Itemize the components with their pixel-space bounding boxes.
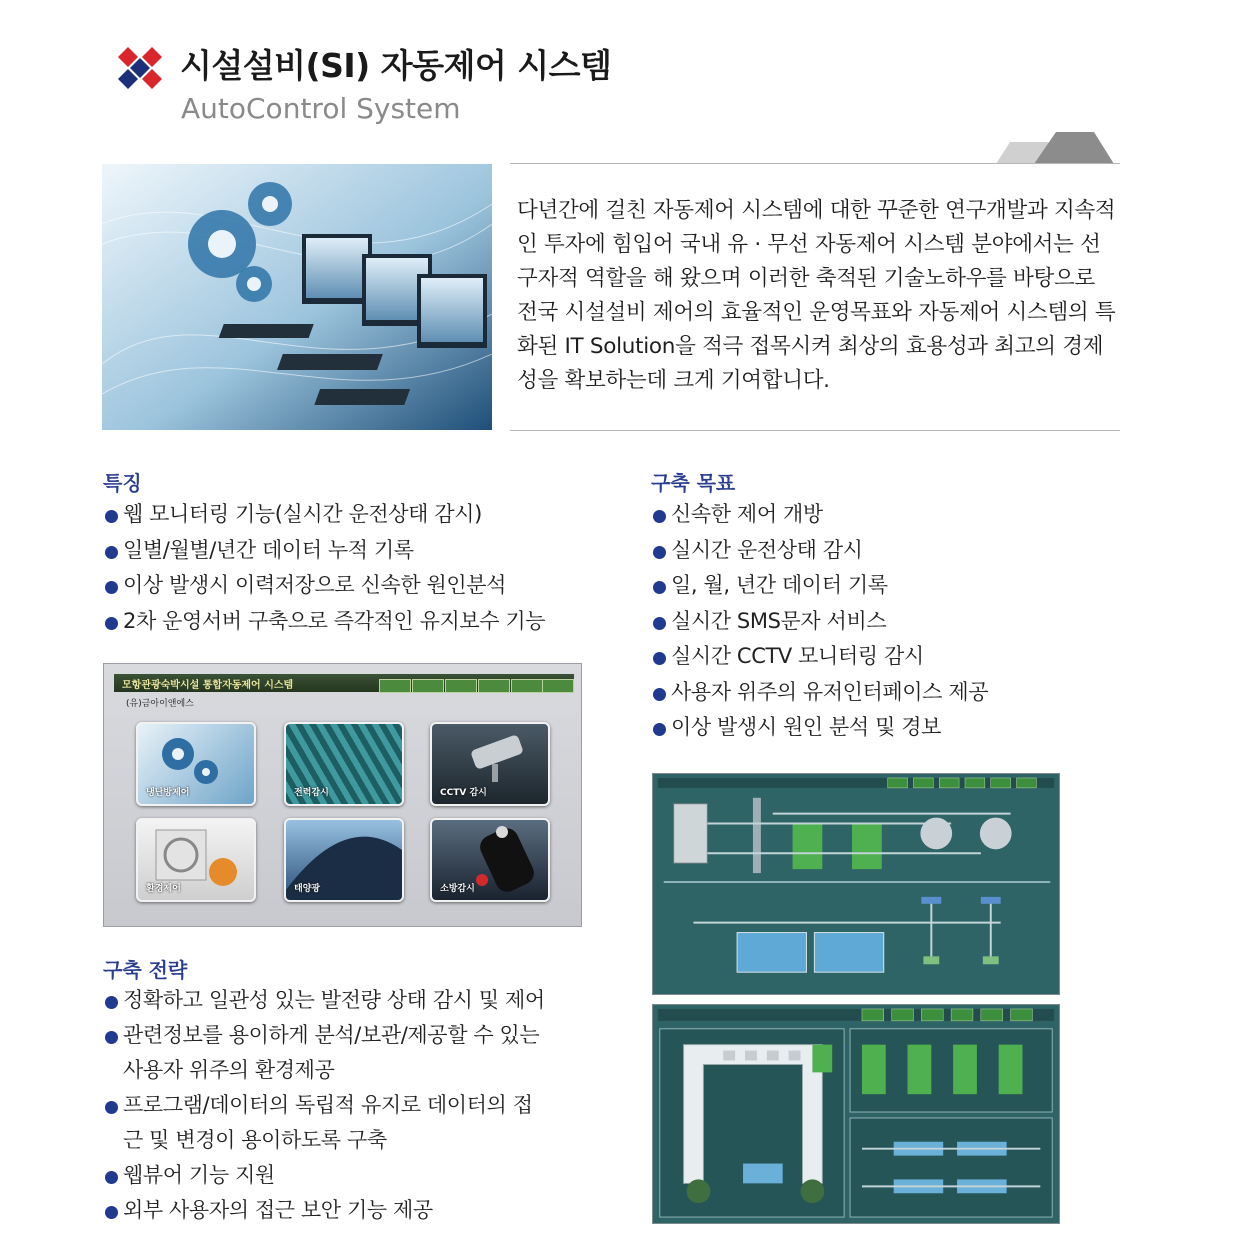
screenshot-brand: (유)금아이앤에스 — [126, 699, 194, 709]
screenshot-title: 모항관광숙박시설 통합자동제어 시스템 — [122, 680, 294, 691]
bullet-icon — [653, 723, 666, 736]
tile-solar: 태양광 — [284, 818, 404, 902]
menu-button — [445, 679, 477, 693]
bullet-icon — [105, 617, 118, 630]
bullet-icon — [105, 1101, 118, 1114]
list-item: 실시간 운전상태 감시 — [651, 533, 988, 569]
scada-process-screenshot — [652, 773, 1060, 995]
decorative-mountain-shape — [996, 130, 1116, 166]
hero-image-computers — [102, 164, 492, 430]
bullet-icon — [105, 1171, 118, 1184]
bullet-icon — [653, 617, 666, 630]
list-item: 외부 사용자의 접근 보안 기능 제공 — [103, 1193, 593, 1228]
bullet-icon — [653, 581, 666, 594]
goals-heading: 구축 목표 — [651, 471, 736, 495]
features-heading: 특징 — [103, 471, 142, 495]
list-item: 프로그램/데이터의 독립적 유지로 데이터의 접근 및 변경이 용이하도록 구축 — [103, 1088, 543, 1158]
page-title: 시설설비(SI) 자동제어 시스템 — [180, 46, 612, 85]
list-item: 관련정보를 용이하게 분석/보관/제공할 수 있는 사용자 위주의 환경제공 — [103, 1018, 563, 1088]
bullet-icon — [105, 581, 118, 594]
strategy-list — [103, 983, 593, 1228]
bullet-icon — [653, 688, 666, 701]
intro-paragraph: 다년간에 걸친 자동제어 시스템에 대한 꾸준한 연구개발과 지속적인 투자에 힘입어 국내 유 · 무선 자동제어 시스템 분야에서는 선구자적 역할을 해 왔으며 이러한 축적된 기술노하우를 바탕으로 전국 시설설비 제어의 효율적인 운영목표와 자동제어 시스템의 특화된 IT Solution을 적극 접목시켜 최상의 효용성과 최고의 경제성을 확보하는데 크게 기여합니다. — [517, 198, 1116, 393]
menu-button — [379, 679, 411, 693]
list-item: 웹 모니터링 기능(실시간 운전상태 감시) — [103, 497, 545, 533]
menu-button — [478, 679, 510, 693]
scada-hvac-screenshot — [652, 1004, 1060, 1224]
list-item: 신속한 제어 개방 — [651, 497, 988, 533]
divider — [510, 430, 1120, 431]
monitoring-menu-screenshot — [103, 663, 582, 927]
bullet-icon — [653, 546, 666, 559]
tile-cctv: CCTV 감시 — [430, 722, 550, 806]
list-item: 2차 운영서버 구축으로 즉각적인 유지보수 기능 — [103, 604, 545, 640]
goals-list — [651, 497, 988, 746]
bullet-icon — [105, 510, 118, 523]
list-item: 실시간 SMS문자 서비스 — [651, 604, 988, 640]
features-list — [103, 497, 545, 639]
tile-heating: 냉난방제어 — [136, 722, 256, 806]
list-item: 실시간 CCTV 모니터링 감시 — [651, 639, 988, 675]
list-item: 웹뷰어 기능 지원 — [103, 1158, 593, 1193]
divider — [510, 163, 1120, 164]
menu-button — [542, 679, 574, 693]
menu-button — [412, 679, 444, 693]
strategy-heading: 구축 전략 — [103, 958, 188, 982]
list-item: 정확하고 일관성 있는 발전량 상태 감시 및 제어 — [103, 983, 593, 1018]
bullet-icon — [105, 1031, 118, 1044]
list-item: 이상 발생시 이력저장으로 신속한 원인분석 — [103, 568, 545, 604]
page-subtitle: AutoControl System — [181, 92, 461, 125]
bullet-icon — [653, 652, 666, 665]
bullet-icon — [105, 996, 118, 1009]
menu-button — [511, 679, 543, 693]
bullet-icon — [105, 546, 118, 559]
list-item: 일별/월별/년간 데이터 누적 기록 — [103, 533, 545, 569]
bullet-icon — [105, 1206, 118, 1219]
tile-fire: 소방감시 — [430, 818, 550, 902]
company-logo-icon — [116, 47, 164, 91]
list-item: 일, 월, 년간 데이터 기록 — [651, 568, 988, 604]
tile-environment: 환경제어 — [136, 818, 256, 902]
bullet-icon — [653, 510, 666, 523]
tile-power: 전력감시 — [284, 722, 404, 806]
list-item: 사용자 위주의 유저인터페이스 제공 — [651, 675, 988, 711]
list-item: 이상 발생시 원인 분석 및 경보 — [651, 710, 988, 746]
